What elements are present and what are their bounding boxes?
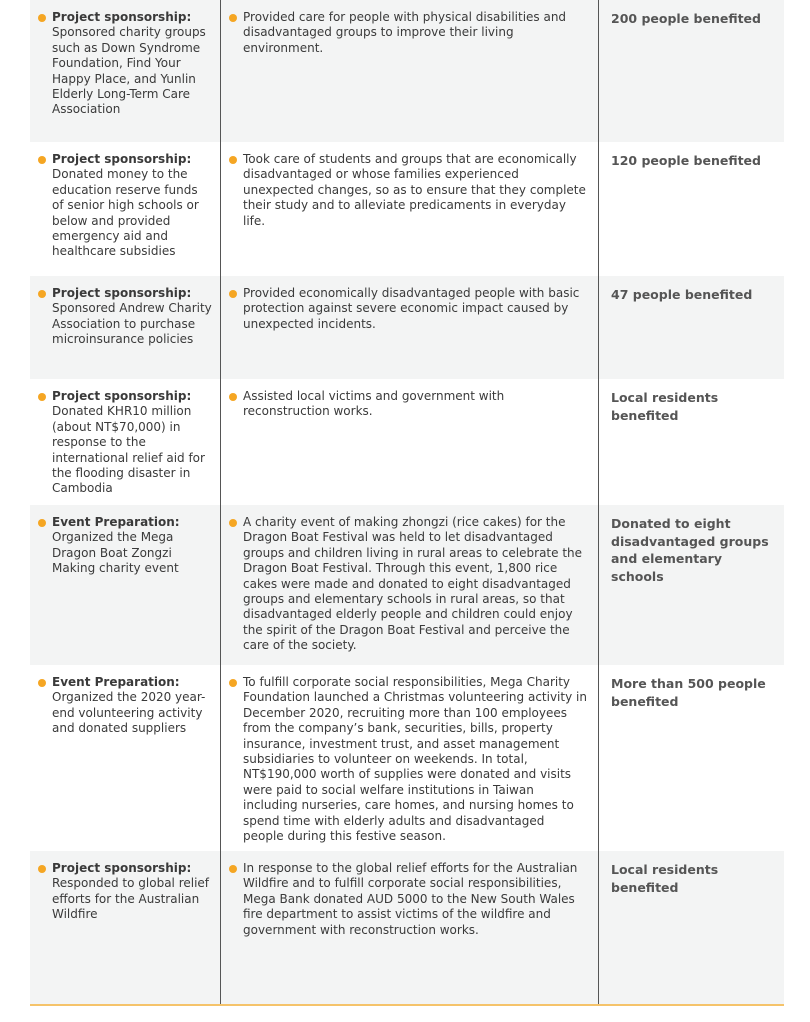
project-cell: [30, 851, 221, 1004]
bullet-icon: [229, 290, 237, 298]
description-text: Provided care for people with physical disabilities and disadvantaged groups to improve their living environment.: [243, 10, 567, 55]
benefit-text: Local residents benefited: [611, 390, 719, 423]
project-text: Sponsored Andrew Charity Association to purchase microinsurance policies: [52, 301, 212, 347]
bullet-icon: [38, 393, 46, 401]
project-text: Organized the Mega Dragon Boat Zongzi Making charity event: [52, 530, 179, 576]
table-row: [30, 142, 784, 276]
project-text: Sponsored charity groups such as Down Syndrome Foundation, Find Your Happy Place, and Yunlin Elderly Long-Term Care Association: [52, 25, 206, 117]
benefit-text: Donated to eight disadvantaged groups and elementary schools: [611, 516, 769, 584]
benefit-cell: [599, 851, 784, 1004]
project-cell: [30, 276, 221, 379]
category-label: Project sponsorship:: [52, 389, 192, 403]
benefit-cell: [599, 276, 784, 379]
benefit-cell: [599, 505, 784, 665]
bullet-icon: [229, 14, 237, 22]
project-cell: [30, 142, 221, 276]
project-text: Responded to global relief efforts for the Australian Wildfire: [52, 876, 210, 922]
bullet-icon: [229, 519, 237, 527]
project-cell: [30, 379, 221, 505]
description-cell: [221, 505, 599, 665]
bullet-icon: [38, 865, 46, 873]
table-row: [30, 851, 784, 1004]
bullet-icon: [38, 519, 46, 527]
description-text: A charity event of making zhongzi (rice cakes) for the Dragon Boat Festival was held to let disadvantaged groups and children living in rural areas to celebrate the Dragon Boat Festival. Through this event, 1,800 rice cakes were made and donated to eight disadvantaged groups and elementary schools in rural areas, so that disadvantaged elderly people and children could enjoy the spirit of the Dragon Boat Festival and perceive the care of the society.: [243, 515, 583, 653]
benefit-cell: [599, 665, 784, 851]
description-cell: [221, 276, 599, 379]
benefit-text: 200 people benefited: [611, 11, 761, 26]
table-row: [30, 0, 784, 142]
project-text: Donated money to the education reserve funds of senior high schools or below and provided emergency aid and healthcare subsidies: [52, 167, 199, 259]
benefit-cell: [599, 0, 784, 142]
category-label: Project sponsorship:: [52, 152, 192, 166]
benefit-text: Local residents benefited: [611, 862, 719, 895]
bullet-icon: [38, 156, 46, 164]
charity-table: [30, 0, 784, 1004]
bullet-icon: [38, 679, 46, 687]
project-text: Organized the 2020 year-end volunteering activity and donated suppliers: [52, 690, 206, 736]
table-row: [30, 505, 784, 665]
description-text: Took care of students and groups that are economically disadvantaged or whose families experienced unexpected changes, so as to ensure that they complete their study and to alleviate predicaments in everyday life.: [243, 152, 586, 228]
description-cell: [221, 0, 599, 142]
bullet-icon: [229, 156, 237, 164]
description-cell: [221, 142, 599, 276]
table-row: [30, 379, 784, 505]
table-row: [30, 276, 784, 379]
category-label: Project sponsorship:: [52, 861, 192, 875]
table-row: [30, 665, 784, 851]
bullet-icon: [229, 865, 237, 873]
project-cell: [30, 665, 221, 851]
description-text: Provided economically disadvantaged people with basic protection against severe economic impact caused by unexpected incidents.: [243, 286, 580, 331]
benefit-cell: [599, 142, 784, 276]
project-cell: [30, 0, 221, 142]
category-label: Event Preparation:: [52, 515, 180, 529]
benefit-text: More than 500 people benefited: [611, 676, 766, 709]
description-text: Assisted local victims and government with reconstruction works.: [243, 389, 505, 419]
category-label: Project sponsorship:: [52, 286, 192, 300]
description-cell: [221, 851, 599, 1004]
description-text: In response to the global relief efforts for the Australian Wildfire and to fulfill corporate social responsibilities, Mega Bank donated AUD 5000 to the New South Wales fire department to assist victims of the wildfire and government with reconstruction works.: [243, 861, 578, 937]
category-label: Project sponsorship:: [52, 10, 192, 24]
bullet-icon: [229, 393, 237, 401]
bullet-icon: [38, 14, 46, 22]
benefit-text: 120 people benefited: [611, 153, 761, 168]
table-bottom-rule: [30, 1004, 784, 1006]
description-cell: [221, 379, 599, 505]
benefit-text: 47 people benefited: [611, 287, 753, 302]
benefit-cell: [599, 379, 784, 505]
project-cell: [30, 505, 221, 665]
project-text: Donated KHR10 million (about NT$70,000) in response to the international relief aid for the flooding disaster in Cambodia: [52, 404, 205, 496]
category-label: Event Preparation:: [52, 675, 180, 689]
bullet-icon: [38, 290, 46, 298]
description-cell: [221, 665, 599, 851]
description-text: To fulfill corporate social responsibilities, Mega Charity Foundation launched a Christmas volunteering activity in December 2020, recruiting more than 100 employees from the company’s bank, securities, bills, property insurance, investment trust, and asset management subsidiaries to volunteer on weekends. In total, NT$190,000 worth of supplies were donated and visits were paid to social welfare institutions in Taiwan including nurseries, care homes, and nursing homes to spend time with elderly adults and disadvantaged people during this festive season.: [243, 675, 587, 844]
bullet-icon: [229, 679, 237, 687]
